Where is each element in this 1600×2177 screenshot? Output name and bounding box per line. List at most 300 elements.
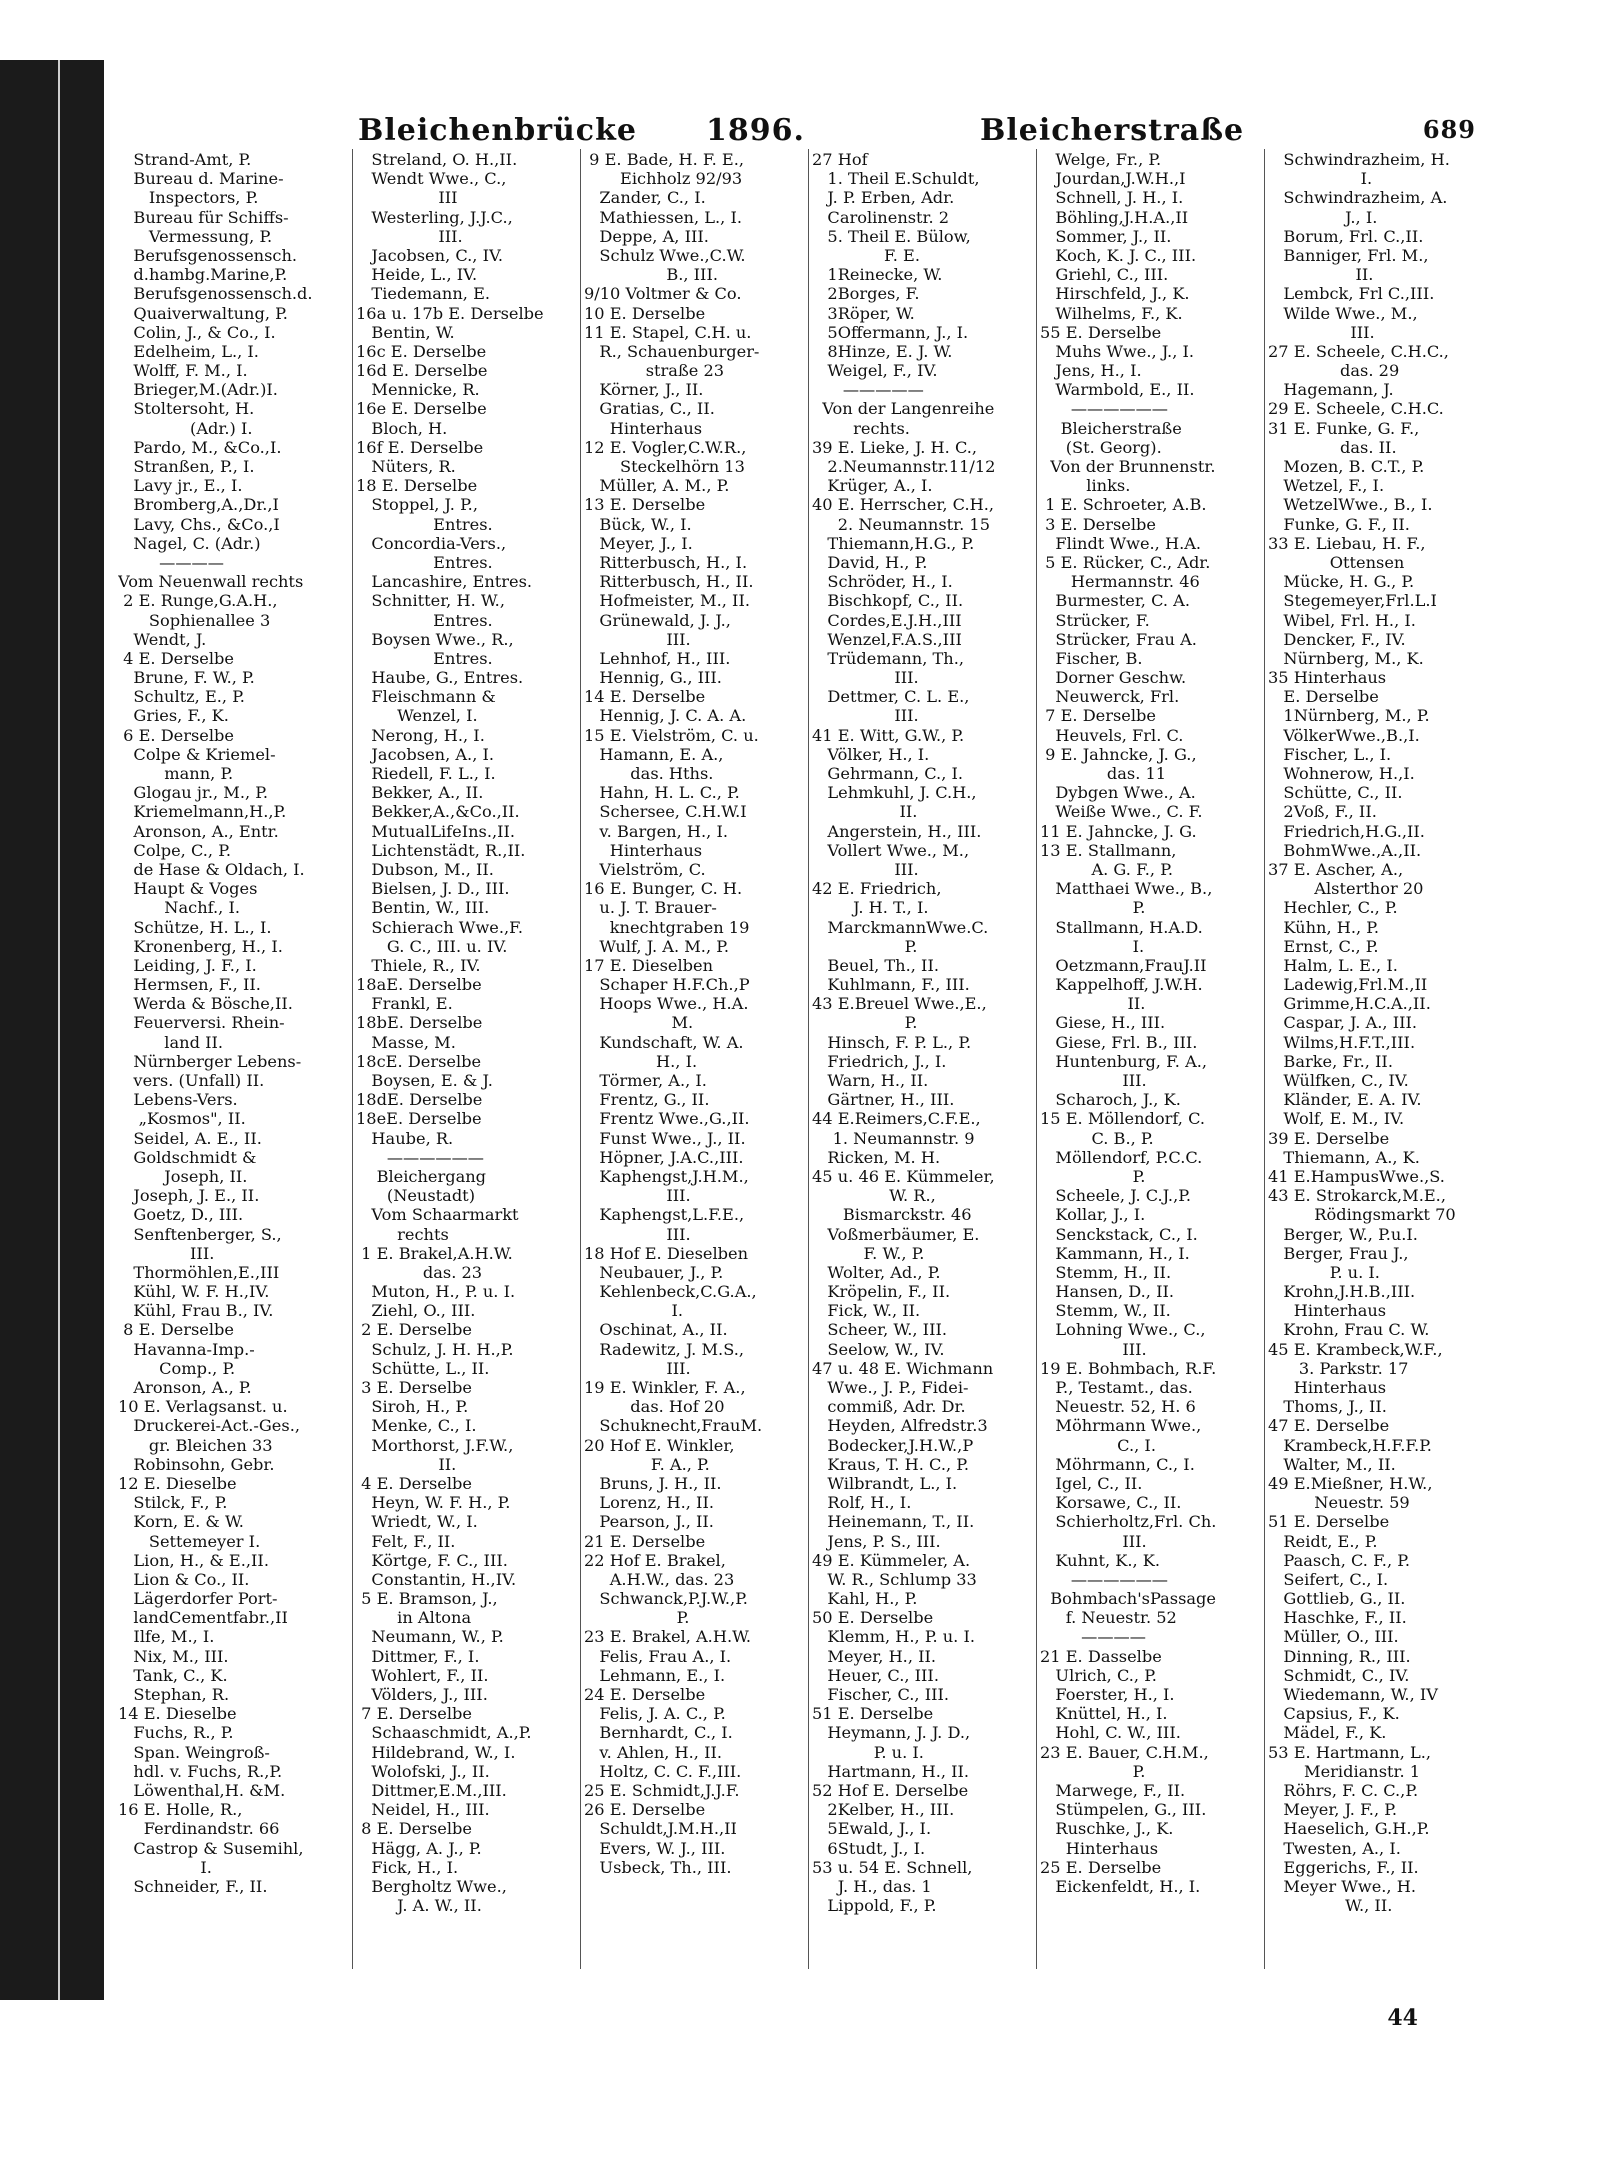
directory-line: Friedrich,H.G.,II. xyxy=(1268,821,1425,841)
directory-line: Stallmann, H.A.D. xyxy=(1040,917,1203,937)
directory-line: 5 E. Bramson, J., xyxy=(356,1589,498,1609)
directory-line: Streland, O. H.,II. xyxy=(356,150,518,169)
directory-line: Grünewald, J. J., xyxy=(584,610,731,630)
directory-line: Tiedemann, E. xyxy=(356,284,491,304)
directory-line: 11 E. Stapel, C.H. u. xyxy=(584,322,752,342)
directory-line: I. xyxy=(1040,936,1145,956)
directory-line: Ulrich, C., P. xyxy=(1040,1665,1157,1685)
directory-line: Möhrmann, C., I. xyxy=(1040,1454,1195,1474)
directory-line: P. xyxy=(1040,898,1146,918)
directory-line: 18eE. Derselbe xyxy=(356,1109,482,1129)
directory-line: E. Derselbe xyxy=(1268,687,1379,707)
directory-line: Lehmkuhl, J. C.H., xyxy=(812,783,977,803)
directory-line: P. xyxy=(584,1608,690,1628)
directory-line: Flindt Wwe., H.A. xyxy=(1040,533,1202,553)
directory-line: Werda & Bösche,II. xyxy=(118,994,293,1014)
directory-line: Gries, F., K. xyxy=(118,706,229,726)
directory-line: de Hase & Oldach, I. xyxy=(118,859,305,879)
directory-line: Heyn, W. F. H., P. xyxy=(356,1493,511,1513)
directory-line: 23 E. Bauer, C.H.M., xyxy=(1040,1742,1209,1762)
directory-line: 18aE. Derselbe xyxy=(356,975,482,995)
directory-line: Bruns, J. H., II. xyxy=(584,1473,722,1493)
directory-line: 37 E. Ascher, A., xyxy=(1268,859,1404,879)
directory-line: Höpner, J.A.C.,III. xyxy=(584,1147,744,1167)
directory-line: 4 E. Derselbe xyxy=(356,1473,472,1493)
directory-line: Lippold, F., P. xyxy=(812,1896,937,1916)
directory-line: Stemm, H., II. xyxy=(1040,1262,1172,1282)
directory-line: Schwanck,P.J.W.,P. xyxy=(584,1589,748,1609)
directory-line: Lohning Wwe., C., xyxy=(1040,1320,1206,1340)
directory-line: Feuerversi. Rhein- xyxy=(118,1013,285,1033)
directory-line: Hinterhaus xyxy=(1268,1378,1387,1397)
directory-line: Lehmann, E., I. xyxy=(584,1665,726,1685)
directory-line: 8 E. Derselbe xyxy=(356,1819,472,1839)
directory-line: 3Röper, W. xyxy=(812,303,915,323)
directory-line: Ritterbusch, H., II. xyxy=(584,572,754,592)
directory-line: BohmWwe.,A.,II. xyxy=(1268,840,1422,860)
directory-line: Kaphengst,J.H.M., xyxy=(584,1166,749,1186)
directory-line: 16a u. 17b E. Derselbe xyxy=(356,303,544,323)
footer-page-number: 44 xyxy=(1387,2005,1418,2031)
directory-line: C., I. xyxy=(1040,1435,1156,1455)
directory-line: 55 E. Derselbe xyxy=(1040,322,1162,342)
directory-line: Angerstein, H., III. xyxy=(812,821,982,841)
directory-line: Lembck, Frl C.,III. xyxy=(1268,284,1435,304)
directory-line: Zander, C., I. xyxy=(584,188,706,208)
directory-line: P. u. I. xyxy=(812,1742,924,1762)
directory-line: Thoms, J., II. xyxy=(1268,1397,1387,1417)
directory-line: (Neustadt) xyxy=(356,1186,476,1206)
directory-line: Halm, L. E., I. xyxy=(1268,955,1398,975)
directory-line: Cordes,E.J.H.,III xyxy=(812,610,962,630)
directory-line: Brune, F. W., P. xyxy=(118,668,255,688)
directory-line: Druckerei-Act.-Ges., xyxy=(118,1416,300,1436)
directory-line: Wohlert, F., II. xyxy=(356,1665,489,1685)
directory-line: Colin, J., & Co., I. xyxy=(118,322,276,342)
directory-line: Mozen, B. C.T., P. xyxy=(1268,457,1425,476)
directory-line: Carolinenstr. 2 xyxy=(812,207,950,227)
directory-line: Berger, W., P.u.I. xyxy=(1268,1224,1418,1244)
directory-line: Muton, H., P. u. I. xyxy=(356,1282,516,1302)
directory-line: P., Testamt., das. xyxy=(1040,1378,1193,1397)
directory-line: Deppe, A, III. xyxy=(584,226,709,246)
directory-line: Fuchs, R., P. xyxy=(118,1723,234,1743)
directory-line: P. xyxy=(1040,1761,1146,1781)
column-divider xyxy=(580,149,581,1969)
directory-line: Felis, Frau A., I. xyxy=(584,1646,732,1666)
directory-line: P. xyxy=(1040,1166,1146,1186)
column-1 xyxy=(118,150,348,1970)
directory-line: Ritterbusch, H., I. xyxy=(584,552,748,572)
directory-line: Körtge, F. C., III. xyxy=(356,1550,508,1570)
directory-line: Nagel, C. (Adr.) xyxy=(118,533,261,553)
directory-line: 16c E. Derselbe xyxy=(356,341,487,361)
directory-line: Robinsohn, Gebr. xyxy=(118,1454,275,1474)
directory-line: Pearson, J., II. xyxy=(584,1512,714,1532)
directory-line: Bentin, W., III. xyxy=(356,898,490,918)
directory-line: Hinsch, F. P. L., P. xyxy=(812,1032,972,1052)
directory-line: Strand-Amt, P. xyxy=(118,150,252,169)
directory-line: 6 E. Derselbe xyxy=(118,725,234,745)
directory-line: d.hambg.Marine,P. xyxy=(118,265,288,285)
directory-line: Krambeck,H.F.F.P. xyxy=(1268,1435,1432,1455)
directory-line: 24 E. Derselbe xyxy=(584,1685,706,1704)
directory-line: Meridianstr. 1 xyxy=(1268,1761,1421,1781)
directory-line: 53 E. Hartmann, L., xyxy=(1268,1742,1432,1762)
directory-line: Stoltersoht, H. xyxy=(118,399,255,419)
directory-line: Dybgen Wwe., A. xyxy=(1040,783,1196,803)
directory-line: das. 11 xyxy=(1040,764,1167,783)
directory-line: commiß, Adr. Dr. xyxy=(812,1397,966,1417)
directory-line: Capsius, F., K. xyxy=(1268,1704,1400,1724)
directory-line: Schröder, H., I. xyxy=(812,572,953,592)
directory-line: III. xyxy=(812,706,919,726)
directory-line: Westerling, J.J.C., xyxy=(356,207,513,227)
directory-line: Boysen Wwe., R., xyxy=(356,629,514,649)
directory-line: v. Bargen, H., I. xyxy=(584,821,728,841)
directory-line: Ruschke, J., K. xyxy=(1040,1819,1174,1839)
directory-line: 23 E. Brakel, A.H.W. xyxy=(584,1627,752,1647)
directory-line: W., II. xyxy=(1268,1896,1393,1916)
directory-line: 47 u. 48 E. Wichmann xyxy=(812,1358,994,1378)
directory-line: Voßmerbäumer, E. xyxy=(812,1224,980,1244)
directory-line: Müller, O., III. xyxy=(1268,1627,1399,1647)
directory-line: 33 E. Liebau, H. F., xyxy=(1268,533,1426,553)
directory-line: Kammann, H., I. xyxy=(1040,1243,1190,1263)
directory-line: Hermannstr. 46 xyxy=(1040,572,1200,592)
directory-line: Vom Neuenwall rechts xyxy=(118,572,304,592)
directory-line: Lägerdorfer Port- xyxy=(118,1589,278,1609)
directory-line: Mathiessen, L., I. xyxy=(584,207,742,227)
directory-line: III. xyxy=(1268,322,1375,342)
directory-line: knechtgraben 19 xyxy=(584,917,750,937)
directory-line: Haeselich, G.H.,P. xyxy=(1268,1819,1430,1839)
directory-line: 5. Theil E. Bülow, xyxy=(812,226,971,246)
directory-line: 27 Hof xyxy=(812,150,868,169)
directory-line: Matthaei Wwe., B., xyxy=(1040,879,1213,899)
directory-line: Schütze, H. L., I. xyxy=(118,917,272,937)
directory-line: III. xyxy=(812,668,919,688)
directory-line: J. H. T., I. xyxy=(812,898,929,918)
directory-line: mann, P. xyxy=(118,764,234,783)
directory-line: Wolter, Ad., P. xyxy=(812,1262,941,1282)
directory-line: Stümpelen, G., III. xyxy=(1040,1800,1207,1820)
directory-line: III. xyxy=(1040,1071,1147,1090)
directory-line: Kröpelin, F., II. xyxy=(812,1282,951,1302)
directory-line: Wilde Wwe., M., xyxy=(1268,303,1418,323)
directory-line: Schütte, L., II. xyxy=(356,1358,490,1378)
directory-line: Dorner Geschw. xyxy=(1040,668,1187,688)
directory-line: Bismarckstr. 46 xyxy=(812,1205,972,1225)
directory-line: Kahl, H., P. xyxy=(812,1589,918,1609)
directory-line: 16 E. Bunger, C. H. xyxy=(584,879,743,899)
directory-line: Wriedt, W., I. xyxy=(356,1512,478,1532)
directory-line: 16e E. Derselbe xyxy=(356,399,487,419)
directory-line: Usbeck, Th., III. xyxy=(584,1857,732,1877)
directory-line: in Altona xyxy=(356,1608,472,1628)
directory-line: straße 23 xyxy=(584,361,725,381)
directory-line: Riedell, F. L., I. xyxy=(356,764,496,783)
directory-line: Nix, M., III. xyxy=(118,1646,229,1666)
directory-line: Stegemeyer,Frl.L.I xyxy=(1268,591,1437,611)
directory-line: 1 E. Brakel,A.H.W. xyxy=(356,1243,513,1263)
directory-line: 3. Parkstr. 17 xyxy=(1268,1358,1409,1378)
directory-line: Rolf, H., I. xyxy=(812,1493,912,1513)
directory-line: Kehlenbeck,C.G.A., xyxy=(584,1282,757,1302)
directory-line: Lancashire, Entres. xyxy=(356,572,533,592)
directory-line: P. xyxy=(812,1013,918,1033)
page-header xyxy=(118,95,1478,155)
column-divider xyxy=(1264,149,1265,1969)
directory-line: Bielsen, J. D., III. xyxy=(356,879,510,899)
directory-line: Neuestr. 52, H. 6 xyxy=(1040,1397,1196,1417)
directory-line: Kländer, E. A. IV. xyxy=(1268,1090,1422,1110)
directory-line: Schnell, J. H., I. xyxy=(1040,188,1184,208)
directory-line: Gottlieb, G., II. xyxy=(1268,1589,1406,1609)
directory-line: Fischer, C., III. xyxy=(812,1685,950,1704)
column-6 xyxy=(1268,150,1478,1970)
directory-line: 9/10 Voltmer & Co. xyxy=(584,284,742,304)
directory-line: Twesten, A., I. xyxy=(1268,1838,1401,1858)
directory-line: 18 Hof E. Dieselben xyxy=(584,1243,749,1263)
directory-line: Dubson, M., II. xyxy=(356,859,494,879)
directory-line: Heinemann, T., II. xyxy=(812,1512,975,1532)
directory-line: 6Studt, J., I. xyxy=(812,1838,926,1858)
directory-line: Löwenthal,H. &M. xyxy=(118,1780,286,1800)
directory-line: Wohnerow, H.,I. xyxy=(1268,764,1415,783)
directory-line: Dencker, F., IV. xyxy=(1268,629,1406,649)
directory-line: Joseph, II. xyxy=(118,1166,248,1186)
directory-line: Lavy, Chs., &Co.,I xyxy=(118,514,280,534)
directory-line: Edelheim, L., I. xyxy=(118,341,259,361)
directory-line: Funke, G. F., II. xyxy=(1268,514,1410,534)
directory-line: Seifert, C., I. xyxy=(1268,1569,1389,1589)
directory-line: Berufsgenossensch.d. xyxy=(118,284,313,304)
directory-line: Hennig, J. C. A. A. xyxy=(584,706,747,726)
directory-line: Tank, C., K. xyxy=(118,1665,228,1685)
directory-line: Wolff, F. M., I. xyxy=(118,361,248,381)
book-edge-line xyxy=(58,60,60,2000)
directory-line: Schneider, F., II. xyxy=(118,1876,268,1896)
directory-line: Lebens-Vers. xyxy=(118,1090,238,1110)
directory-line: 18dE. Derselbe xyxy=(356,1090,483,1110)
directory-line: Havanna-Imp.- xyxy=(118,1339,255,1359)
directory-line: Mennicke, R. xyxy=(356,380,480,400)
directory-line: 9 E. Jahncke, J. G., xyxy=(1040,744,1197,764)
directory-line: ————— xyxy=(812,380,924,400)
directory-line: das. Hths. xyxy=(584,764,714,783)
directory-line: III. xyxy=(812,859,919,879)
directory-line: III. xyxy=(584,629,691,649)
directory-line: 16f E. Derselbe xyxy=(356,437,484,457)
directory-line: Kühn, H., P. xyxy=(1268,917,1380,937)
directory-line: Ilfe, M., I. xyxy=(118,1627,215,1647)
directory-line: H., I. xyxy=(584,1051,698,1071)
directory-line: 53 u. 54 E. Schnell, xyxy=(812,1857,973,1877)
directory-line: Kundschaft, W. A. xyxy=(584,1032,744,1052)
directory-line: Schierholtz,Frl. Ch. xyxy=(1040,1512,1217,1532)
directory-line: 51 E. Derselbe xyxy=(1268,1512,1390,1532)
directory-line: Stoppel, J. P., xyxy=(356,495,478,515)
header-left-street: Bleichenbrücke xyxy=(358,113,637,148)
directory-line: Grimme,H.C.A.,II. xyxy=(1268,994,1431,1014)
directory-line: u. J. T. Brauer- xyxy=(584,898,717,918)
directory-line: III. xyxy=(1040,1339,1147,1359)
column-4 xyxy=(812,150,1034,1970)
directory-line: Wilbrandt, L., I. xyxy=(812,1473,958,1493)
directory-line: Kühl, W. F. H.,IV. xyxy=(118,1282,270,1302)
directory-line: Wolf, E. M., IV. xyxy=(1268,1109,1405,1129)
directory-line: Hennig, G., III. xyxy=(584,668,722,688)
directory-line: III. xyxy=(356,226,463,246)
directory-line: Neuwerck, Frl. xyxy=(1040,687,1180,707)
directory-line: Trüdemann, Th., xyxy=(812,648,964,668)
directory-line: Hagemann, J. xyxy=(1268,380,1394,400)
directory-line: W. R., xyxy=(812,1186,936,1206)
directory-line: Stranßen, P., I. xyxy=(118,457,255,476)
directory-line: II. xyxy=(1040,994,1146,1014)
directory-line: Vollert Wwe., M., xyxy=(812,840,970,860)
directory-line: B., III. xyxy=(584,265,718,285)
directory-line: Schaper H.F.Ch.,P xyxy=(584,975,750,995)
directory-line: Borum, Frl. C.,II. xyxy=(1268,226,1424,246)
directory-line: 45 E. Krambeck,W.F., xyxy=(1268,1339,1443,1359)
directory-line: G. C., III. u. IV. xyxy=(356,936,508,956)
directory-line: Warmbold, E., II. xyxy=(1040,380,1195,400)
directory-line: Paasch, C. F., P. xyxy=(1268,1550,1410,1570)
directory-line: Bekker,A.,&Co.,II. xyxy=(356,802,520,822)
directory-line: J. A. W., II. xyxy=(356,1896,482,1916)
directory-line: Giese, Frl. B., III. xyxy=(1040,1032,1198,1052)
directory-line: 2 E. Runge,G.A.H., xyxy=(118,591,278,611)
directory-line: Scheer, W., III. xyxy=(812,1320,947,1340)
directory-line: 13 E. Stallmann, xyxy=(1040,840,1177,860)
directory-line: Schulz Wwe.,C.W. xyxy=(584,245,746,265)
directory-line: 16d E. Derselbe xyxy=(356,361,488,381)
directory-line: 2Borges, F. xyxy=(812,284,920,304)
directory-line: Eickenfeldt, H., I. xyxy=(1040,1876,1201,1896)
directory-line: Brieger,M.(Adr.)I. xyxy=(118,380,278,400)
directory-line: landCementfabr.,II xyxy=(118,1608,288,1628)
directory-line: II. xyxy=(356,1454,457,1474)
directory-line: 17 E. Dieselben xyxy=(584,955,714,975)
directory-line: das. 29 xyxy=(1268,361,1400,381)
directory-line: Schwindrazheim, A. xyxy=(1268,188,1448,208)
directory-line: Hahn, H. L. C., P. xyxy=(584,783,740,803)
directory-line: Warn, H., II. xyxy=(812,1071,929,1090)
directory-line: Caspar, J. A., III. xyxy=(1268,1013,1418,1033)
directory-line: Hägg, A. J., P. xyxy=(356,1838,482,1858)
directory-line: 7 E. Derselbe xyxy=(1040,706,1156,726)
directory-line: Inspectors, P. xyxy=(118,188,259,208)
directory-line: Möhrmann Wwe., xyxy=(1040,1416,1202,1436)
directory-line: J. H., das. 1 xyxy=(812,1876,932,1896)
directory-line: Stilck, F., P. xyxy=(118,1493,228,1513)
directory-line: Berger, Frau J., xyxy=(1268,1243,1409,1263)
directory-line: I. xyxy=(1268,169,1373,189)
directory-line: Stemm, W., II. xyxy=(1040,1301,1171,1321)
directory-line: 1Reinecke, W. xyxy=(812,265,943,285)
directory-line: 19 E. Winkler, F. A., xyxy=(584,1378,746,1397)
directory-line: 8Hinze, E. J. W. xyxy=(812,341,953,361)
directory-line: 5 E. Rücker, C., Adr. xyxy=(1040,552,1211,572)
directory-line: Dittmer,E.M.,III. xyxy=(356,1780,507,1800)
directory-line: vers. (Unfall) II. xyxy=(118,1071,265,1090)
directory-line: 2Voß, F., II. xyxy=(1268,802,1377,822)
directory-line: Bentin, W. xyxy=(356,322,455,342)
directory-line: Haschke, F., II. xyxy=(1268,1608,1407,1628)
directory-line: C. B., P. xyxy=(1040,1128,1154,1148)
directory-line: Kaphengst,L.F.E., xyxy=(584,1205,745,1225)
directory-line: Kuhlmann, F., III. xyxy=(812,975,970,995)
directory-line: Wetzel, F., I. xyxy=(1268,476,1385,496)
directory-line: Entres. xyxy=(356,610,493,630)
directory-line: gr. Bleichen 33 xyxy=(118,1435,273,1455)
directory-line: Felis, J. A. C., P. xyxy=(584,1704,726,1724)
directory-line: M. xyxy=(584,1013,694,1033)
directory-line: Hinterhaus xyxy=(1040,1838,1159,1858)
directory-line: MarckmannWwe.C. xyxy=(812,917,989,937)
directory-line: Ferdinandstr. 66 xyxy=(118,1819,280,1839)
directory-line: 49 E.Mießner, H.W., xyxy=(1268,1473,1433,1493)
directory-line: Wilms,H.F.T.,III. xyxy=(1268,1032,1416,1052)
directory-line: Wwe., J. P., Fidei- xyxy=(812,1378,969,1397)
directory-line: Krüger, A., I. xyxy=(812,476,933,496)
directory-line: Wilhelms, F., K. xyxy=(1040,303,1183,323)
directory-line: Aronson, A., Entr. xyxy=(118,821,279,841)
directory-line: Heuvels, Frl. C. xyxy=(1040,725,1184,745)
directory-line: F. E. xyxy=(812,245,920,265)
directory-line: Glogau jr., M., P. xyxy=(118,783,269,803)
directory-line: Hinterhaus xyxy=(584,840,703,860)
column-divider xyxy=(352,149,353,1969)
directory-line: Schuknecht,FrauM. xyxy=(584,1416,763,1436)
directory-line: Nerong, H., I. xyxy=(356,725,485,745)
directory-line: Kühl, Frau B., IV. xyxy=(118,1301,274,1321)
directory-line: 2 E. Derselbe xyxy=(356,1320,472,1340)
directory-line: 2Kelber, H., III. xyxy=(812,1800,955,1820)
directory-line: 20 Hof E. Winkler, xyxy=(584,1435,735,1455)
directory-line: 41 E. Witt, G.W., P. xyxy=(812,725,965,745)
directory-line: R., Schauenburger- xyxy=(584,341,760,361)
directory-line: 49 E. Kümmeler, A. xyxy=(812,1550,971,1570)
directory-line: Comp., P. xyxy=(118,1358,236,1378)
directory-line: 47 E. Derselbe xyxy=(1268,1416,1390,1436)
directory-line: Wenzel, I. xyxy=(356,706,478,726)
directory-line: Rödingsmarkt 70 xyxy=(1268,1205,1456,1225)
directory-line: 10 E. Verlagsanst. u. xyxy=(118,1397,288,1417)
directory-line: Holtz, C. C. F.,III. xyxy=(584,1761,742,1781)
directory-line: Neumann, W., P. xyxy=(356,1627,504,1647)
directory-line: II. xyxy=(812,802,918,822)
directory-line: 19 E. Bohmbach, R.F. xyxy=(1040,1358,1217,1378)
directory-line: 1. Neumannstr. 9 xyxy=(812,1128,975,1148)
directory-line: Haupt & Voges xyxy=(118,879,258,899)
directory-line: Fick, W., II. xyxy=(812,1301,921,1321)
directory-line: Barke, Fr., II. xyxy=(1268,1051,1393,1071)
directory-line: Knüttel, H., I. xyxy=(1040,1704,1168,1724)
directory-line: 15 E. Möllendorf, C. xyxy=(1040,1109,1206,1129)
directory-line: Siroh, H., P. xyxy=(356,1397,469,1417)
directory-line: 18 E. Derselbe xyxy=(356,476,478,496)
directory-line: Griehl, C., III. xyxy=(1040,265,1169,285)
directory-line: I. xyxy=(118,1857,212,1877)
directory-line: 39 E. Derselbe xyxy=(1268,1128,1390,1148)
directory-line: Bück, W., I. xyxy=(584,514,692,534)
directory-line: J., I. xyxy=(1268,207,1378,227)
directory-line: 39 E. Lieke, J. H. C., xyxy=(812,437,978,457)
directory-line: Pardo, M., &Co.,I. xyxy=(118,437,282,457)
